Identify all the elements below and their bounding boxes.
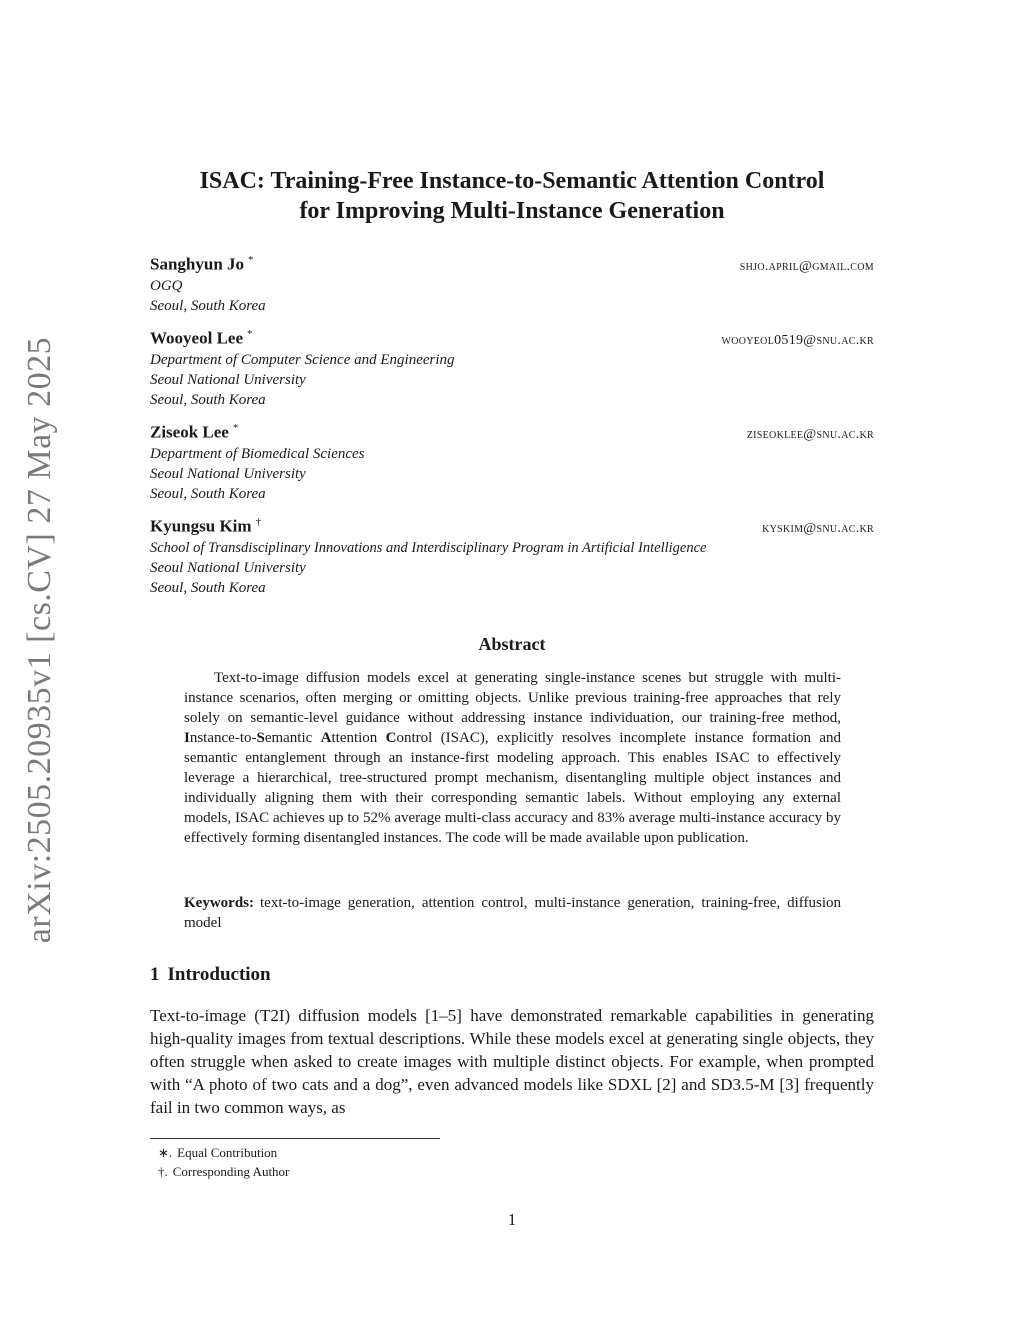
author-name: Kyungsu Kim † [150, 516, 262, 536]
author-email: shjo.april@gmail.com [739, 258, 874, 274]
affiliation-line: Department of Biomedical Sciences [150, 446, 365, 462]
footnotes [150, 1143, 289, 1181]
introduction-paragraph: Text-to-image (T2I) diffusion models [1–5] have demonstrated remarkable capabilities in generating high-quality images from textual descriptions. While these models excel at generating single objects, they often struggle when asked to create images with multiple distinct objects. For example, when prompted with “A photo of two cats and a dog”, even advanced models like SDXL [2] and SD3.5-M [3] frequently fail in two common ways, as [150, 1006, 874, 1117]
author-mark: * [247, 328, 253, 340]
author-block [150, 254, 874, 610]
arxiv-id-text: arXiv:2505.20935v1 [cs.CV] 27 May 2025 [21, 336, 59, 944]
author-entry [150, 422, 874, 504]
section-title-text: Introduction [167, 964, 271, 985]
page-number: 1 [507, 1210, 517, 1229]
author-entry [150, 328, 874, 410]
author-name: Wooyeol Lee * [150, 328, 253, 348]
footnote-equal-contribution: ∗. Equal Contribution [158, 1145, 278, 1160]
author-mark: * [248, 254, 254, 266]
affiliation-line: OGQ [150, 278, 183, 294]
affiliation-line: Seoul National University [150, 560, 306, 576]
keywords-text: text-to-image generation, attention control, multi-instance generation, training-free, diffusion model [184, 895, 841, 931]
footnote-corresponding-author: †. Corresponding Author [158, 1164, 290, 1179]
author-entry [150, 254, 874, 316]
affiliation-line: Seoul, South Korea [150, 392, 266, 408]
keywords-line [184, 893, 841, 933]
section-heading-introduction [150, 964, 271, 986]
affiliation-line: Seoul, South Korea [150, 486, 266, 502]
author-email: kyskim@snu.ac.kr [762, 520, 874, 536]
affiliation-line: Seoul, South Korea [150, 298, 266, 314]
affiliation-line: Seoul, South Korea [150, 580, 266, 596]
arxiv-identifier-stamp [0, 336, 80, 944]
footnote-divider [150, 1138, 440, 1139]
title-line-2: for Improving Multi-Instance Generation [299, 198, 725, 224]
author-email: ziseoklee@snu.ac.kr [746, 426, 874, 442]
abstract-heading: Abstract [478, 634, 546, 654]
affiliation-line: School of Transdisciplinary Innovations and Interdisciplinary Program in Artificial Intelligence [150, 540, 707, 556]
author-entry [150, 516, 874, 598]
author-email: wooyeol0519@snu.ac.kr [721, 332, 874, 348]
paper-title [100, 166, 924, 226]
author-name: Sanghyun Jo * [150, 254, 254, 274]
keywords-label: Keywords: [184, 895, 254, 911]
author-name: Ziseok Lee * [150, 422, 239, 442]
affiliation-line: Department of Computer Science and Engineering [150, 352, 455, 368]
author-mark: * [232, 422, 239, 434]
affiliation-line: Seoul National University [150, 372, 306, 388]
author-mark: † [255, 516, 262, 528]
section-number: 1 [150, 964, 160, 985]
abstract-body: Text-to-image diffusion models excel at generating single-instance scenes but struggle with multi-instance scenarios, often merging or omitting objects. Unlike previous training-free approaches that rely solely on semantic-level guidance without addressing instance individuation, our training-free method, Instance-to-Semantic Attention Control (ISAC), explicitly resolves incomplete instance formation and semantic entanglement through an instance-first modeling approach. This enables ISAC to effectively leverage a hierarchical, tree-structured prompt mechanism, disentangling multiple object instances and individually aligning them with their corresponding semantic labels. Without employing any external models, ISAC achieves up to 52% average multi-class accuracy and 83% average multi-instance accuracy by effectively forming disentangled instances. The code will be made available upon publication. [184, 670, 841, 846]
affiliation-line: Seoul National University [150, 466, 306, 482]
title-line-1: ISAC: Training-Free Instance-to-Semantic Attention Control [199, 168, 825, 194]
